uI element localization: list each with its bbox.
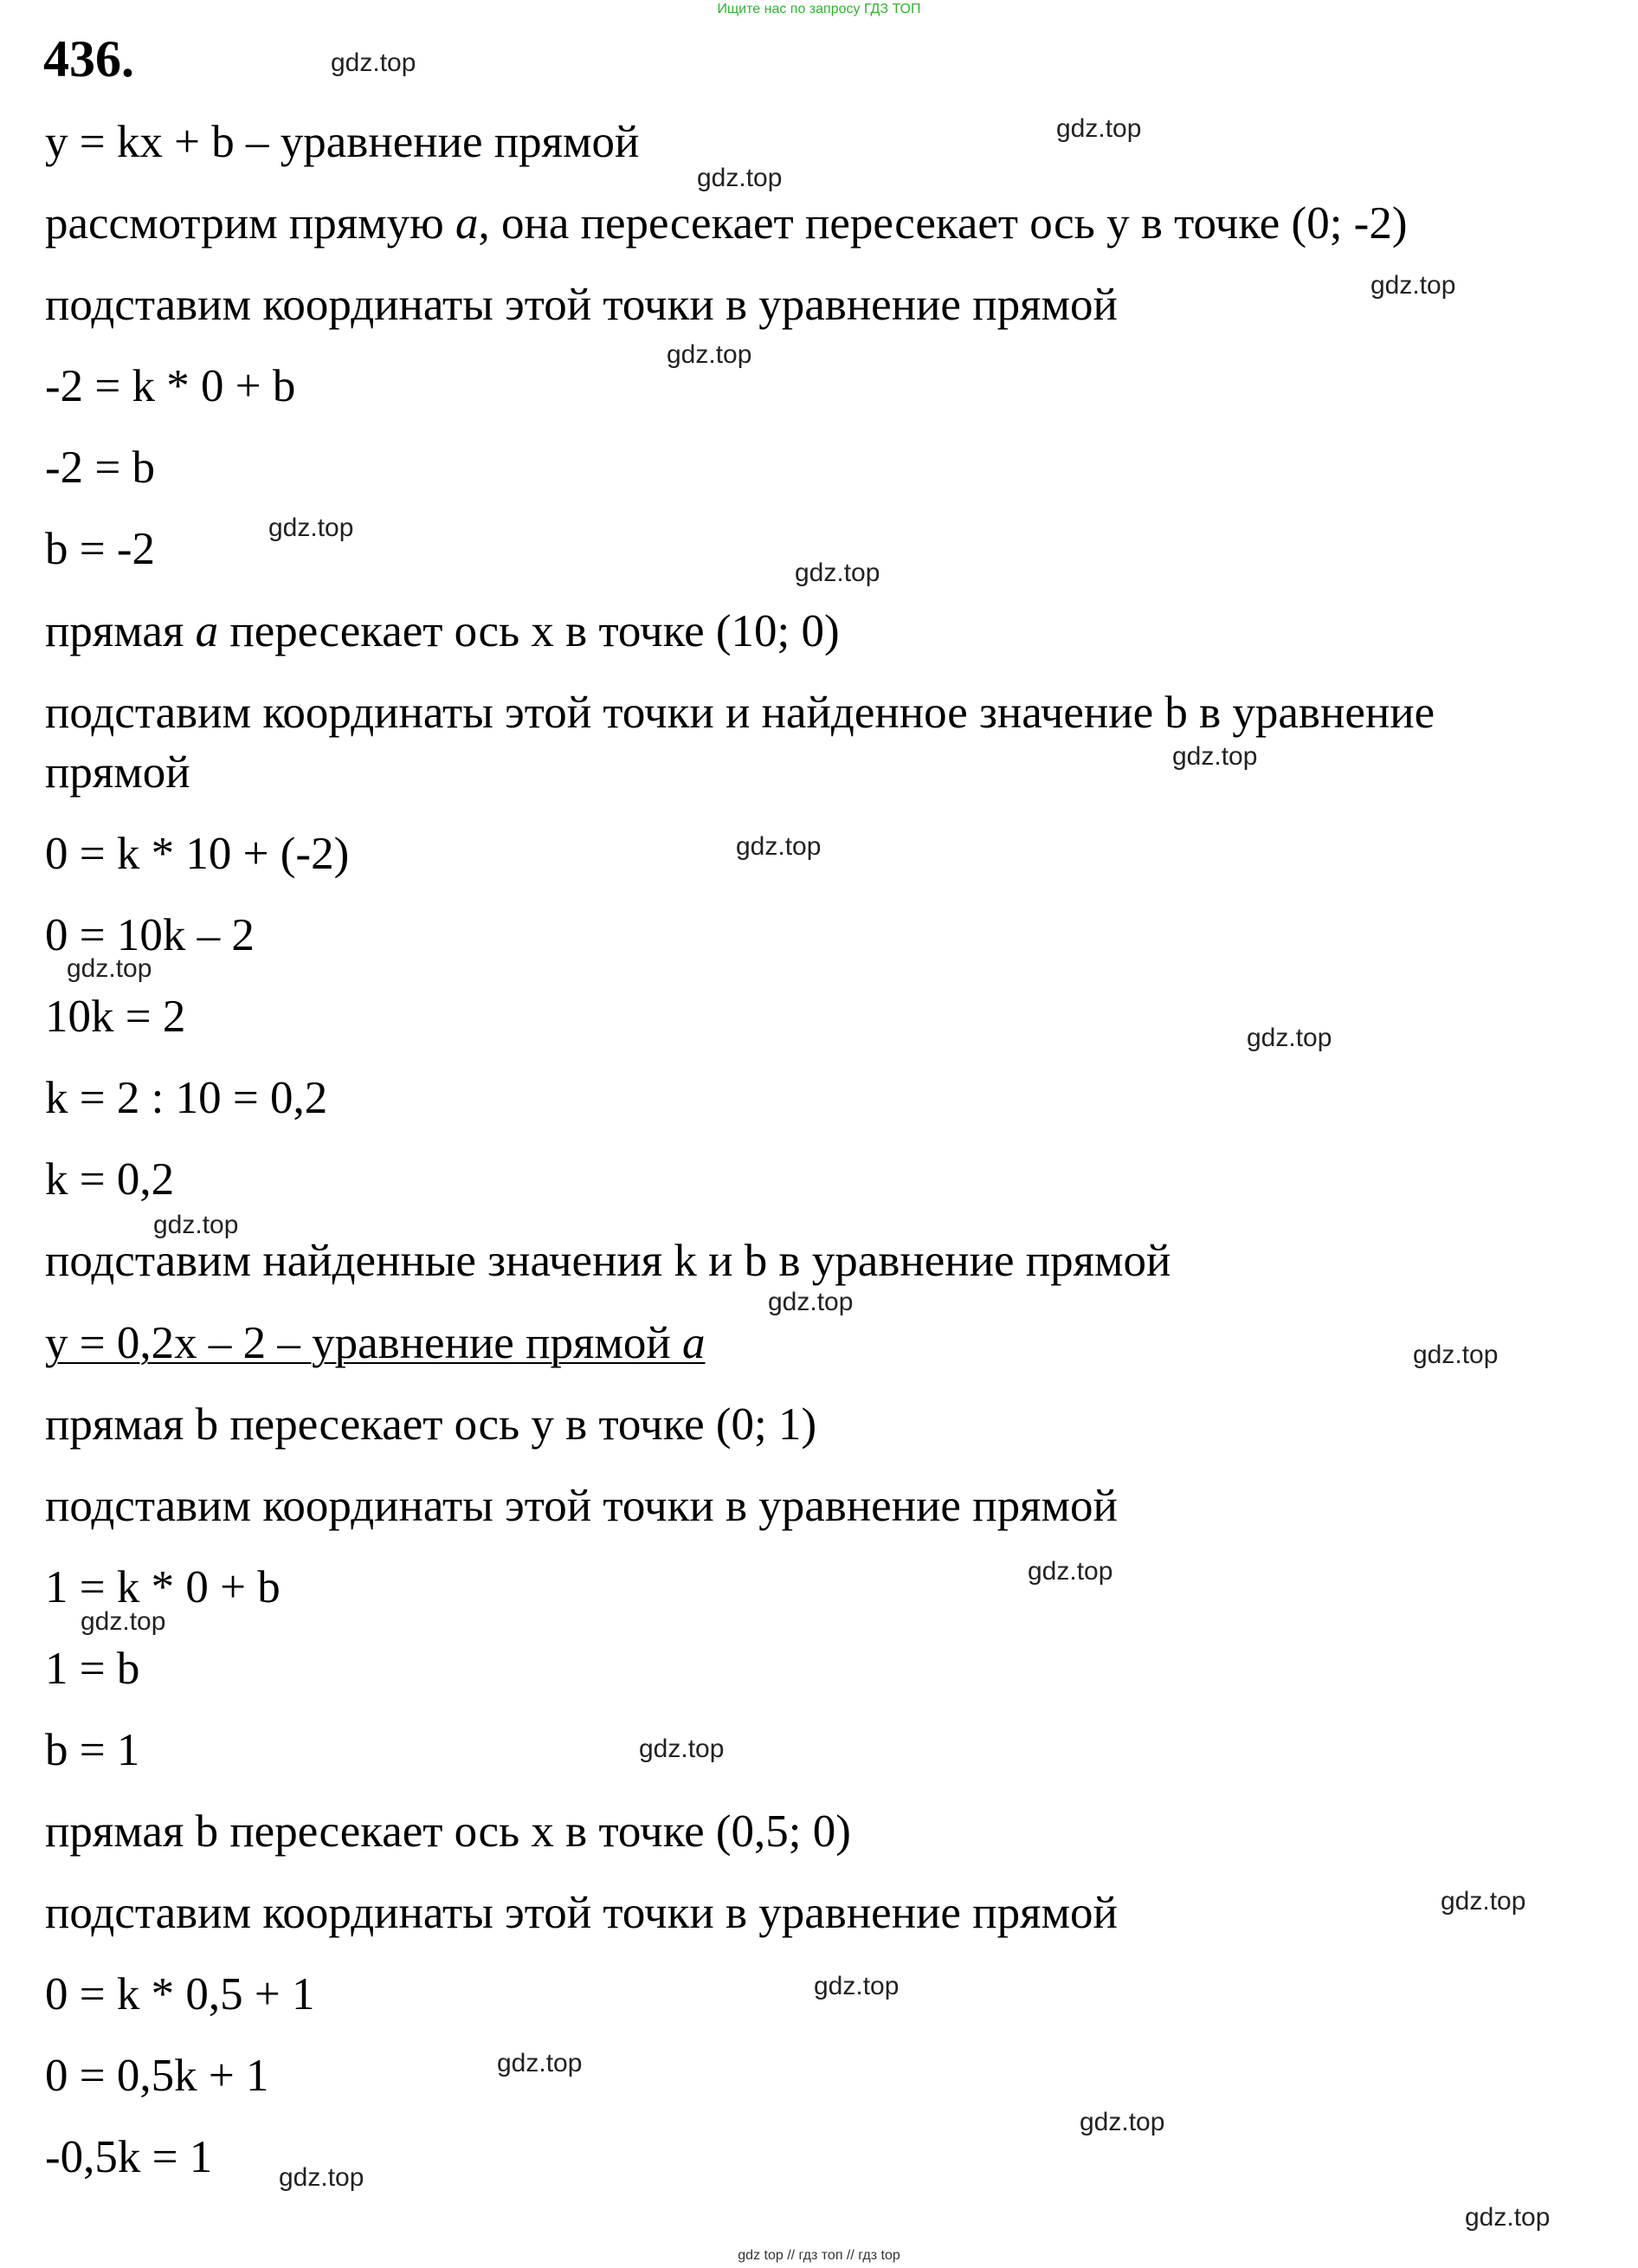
variable-a: a (681, 1318, 706, 1368)
solution-line: 0 = k * 0,5 + 1 (45, 1969, 315, 2019)
solution-line: 0 = k * 10 + (-2) (45, 829, 350, 879)
watermark: gdz.top (1028, 1557, 1113, 1586)
solution-line: подставим координаты этой точки и найденное значение b в уравнение (45, 688, 1435, 738)
watermark: gdz.top (768, 1288, 854, 1316)
watermark: gdz.top (1441, 1887, 1526, 1916)
solution-line: 1 = k * 0 + b (45, 1562, 281, 1612)
solution-line: 0 = 0,5k + 1 (45, 2051, 269, 2101)
solution-line: -0,5k = 1 (45, 2132, 213, 2182)
watermark: gdz.top (697, 164, 783, 192)
solution-line: b = 1 (45, 1725, 140, 1775)
result-line-a (45, 1317, 705, 1370)
watermark: gdz.top (153, 1211, 239, 1239)
solution-line: подставим координаты этой точки в уравнение прямой (45, 1888, 1118, 1938)
line-text: , она пересекает пересекает ось у в точке (0; -2) (478, 198, 1408, 249)
solution-line: 0 = 10k – 2 (45, 910, 255, 960)
solution-line: 10k = 2 (45, 992, 186, 1042)
solution-line: k = 0,2 (45, 1154, 175, 1205)
solution-line: подставим координаты этой точки в уравнение прямой (45, 280, 1118, 330)
solution-line: b = -2 (45, 524, 156, 574)
line-text: y = 0,2x – 2 – уравнение прямой (45, 1318, 682, 1368)
watermark: gdz.top (1413, 1341, 1499, 1369)
watermark: gdz.top (1080, 2108, 1165, 2136)
watermark: gdz.top (67, 954, 152, 983)
solution-line: подставим координаты этой точки в уравнение прямой (45, 1481, 1118, 1531)
solution-line (45, 197, 1407, 250)
watermark: gdz.top (736, 832, 822, 861)
solution-line: 1 = b (45, 1644, 140, 1694)
solution-line: y = kx + b – уравнение прямой (45, 117, 640, 167)
watermark: gdz.top (1172, 742, 1258, 771)
line-text: рассмотрим прямую (45, 198, 455, 249)
watermark: gdz.top (639, 1735, 725, 1763)
watermark: gdz.top (1465, 2203, 1551, 2232)
variable-a: a (455, 198, 479, 249)
watermark: gdz.top (268, 514, 354, 542)
solution-line: прямой (45, 747, 190, 798)
line-text: пересекает ось х в точке (10; 0) (218, 606, 840, 656)
watermark: gdz.top (81, 1607, 166, 1636)
solution-line: прямая b пересекает ось х в точке (0,5; 0) (45, 1806, 851, 1857)
solution-line (45, 605, 840, 658)
solution-line: -2 = k * 0 + b (45, 361, 296, 411)
watermark: gdz.top (1370, 271, 1456, 300)
watermark: gdz.top (1056, 114, 1142, 143)
solution-line: прямая b пересекает ось у в точке (0; 1) (45, 1399, 817, 1450)
footer: gdz top // гдз топ // гдз top (738, 2248, 900, 2263)
problem-number: 436. (43, 30, 134, 87)
solution-line: подставим найденные значения k и b в уравнение прямой (45, 1236, 1171, 1286)
watermark: gdz.top (1247, 1024, 1332, 1052)
watermark: gdz.top (279, 2163, 364, 2192)
watermark: gdz.top (795, 559, 880, 587)
watermark: gdz.top (667, 340, 752, 369)
watermark: gdz.top (331, 48, 416, 77)
line-text: прямая (45, 606, 196, 656)
watermark: gdz.top (497, 2049, 583, 2077)
top-banner: Ищите нас по запросу ГДЗ ТОП (717, 2, 921, 16)
variable-a: a (195, 606, 219, 656)
watermark: gdz.top (814, 1972, 900, 2000)
solution-line: k = 2 : 10 = 0,2 (45, 1073, 328, 1123)
solution-line: -2 = b (45, 443, 156, 493)
